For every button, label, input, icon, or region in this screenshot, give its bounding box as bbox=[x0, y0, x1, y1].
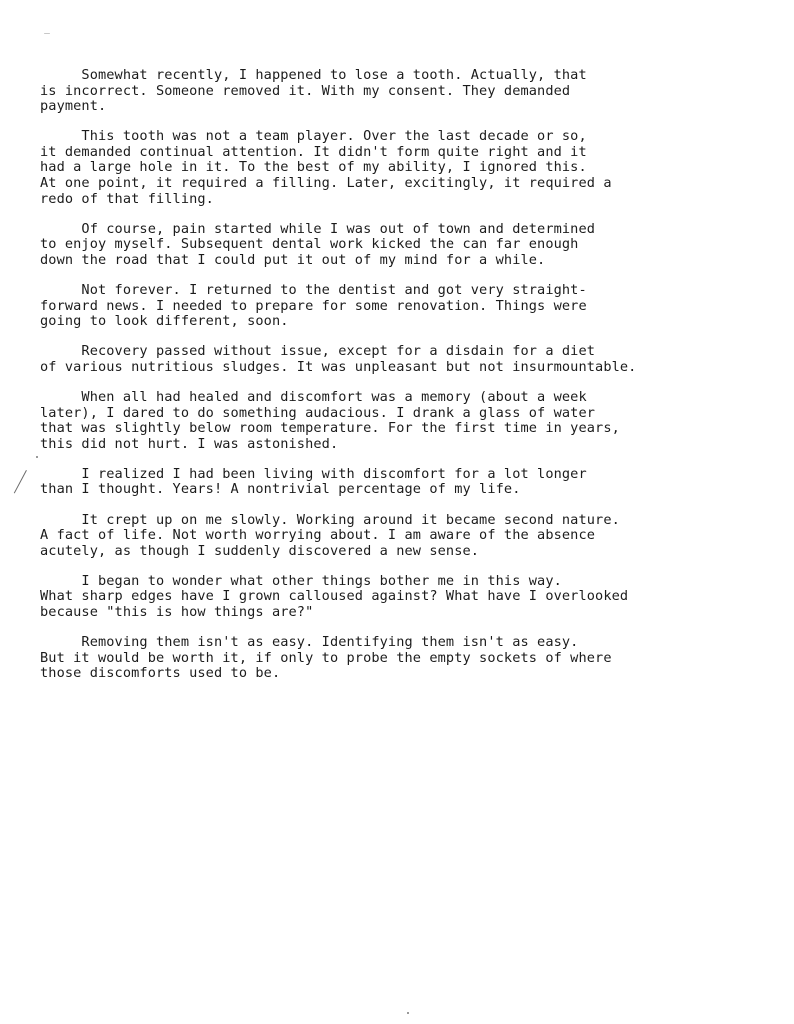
text-line: Not forever. I returned to the dentist and got very straight- bbox=[40, 282, 587, 299]
text-line: of various nutritious sludges. It was unpleasant but not insurmountable. bbox=[40, 358, 637, 375]
document-body bbox=[40, 68, 760, 696]
paragraph bbox=[40, 68, 760, 115]
text-line: redo of that filling. bbox=[40, 190, 214, 207]
text-line: than I thought. Years! A nontrivial percentage of my life. bbox=[40, 481, 521, 498]
text-line: acutely, as though I suddenly discovered a new sense. bbox=[40, 542, 480, 559]
paragraph bbox=[40, 635, 760, 682]
text-line: to enjoy myself. Subsequent dental work kicked the can far enough bbox=[40, 236, 579, 253]
scan-speck bbox=[36, 456, 38, 458]
pencil-mark bbox=[14, 470, 27, 493]
text-line: this did not hurt. I was astonished. bbox=[40, 435, 339, 452]
text-line: Recovery passed without issue, except for a disdain for a diet bbox=[40, 343, 596, 360]
text-line: It crept up on me slowly. Working around it became second nature. bbox=[40, 511, 620, 528]
text-line: later), I dared to do something audacious. I drank a glass of water bbox=[40, 404, 596, 421]
text-line: going to look different, soon. bbox=[40, 313, 289, 330]
text-line: it demanded continual attention. It didn't form quite right and it bbox=[40, 143, 587, 160]
paragraph bbox=[40, 129, 760, 207]
text-line: At one point, it required a filling. Later, excitingly, it required a bbox=[40, 175, 612, 192]
text-line: down the road that I could put it out of my mind for a while. bbox=[40, 251, 546, 268]
paragraph bbox=[40, 467, 760, 498]
paragraph bbox=[40, 283, 760, 330]
paragraph bbox=[40, 390, 760, 452]
paragraph bbox=[40, 513, 760, 560]
text-line: I realized I had been living with discomfort for a lot longer bbox=[40, 465, 587, 482]
paragraph bbox=[40, 574, 760, 621]
text-line: Removing them isn't as easy. Identifying them isn't as easy. bbox=[40, 634, 579, 651]
text-line: But it would be worth it, if only to probe the empty sockets of where bbox=[40, 649, 612, 666]
text-line: A fact of life. Not worth worrying about. I am aware of the absence bbox=[40, 527, 596, 544]
scan-speck bbox=[407, 1012, 409, 1014]
text-line: Somewhat recently, I happened to lose a tooth. Actually, that bbox=[40, 67, 587, 83]
paragraph bbox=[40, 222, 760, 269]
paragraph bbox=[40, 344, 760, 375]
text-line: is incorrect. Someone removed it. With my consent. They demanded bbox=[40, 82, 571, 99]
text-line: I began to wonder what other things bother me in this way. bbox=[40, 572, 562, 589]
text-line: because "this is how things are?" bbox=[40, 604, 314, 621]
text-line: that was slightly below room temperature. For the first time in years, bbox=[40, 420, 620, 437]
text-line: payment. bbox=[40, 98, 107, 115]
text-line: When all had healed and discomfort was a memory (about a week bbox=[40, 389, 587, 405]
text-line: Of course, pain started while I was out of town and determined bbox=[40, 220, 596, 237]
text-line: forward news. I needed to prepare for some renovation. Things were bbox=[40, 297, 587, 314]
text-line: had a large hole in it. To the best of my ability, I ignored this. bbox=[40, 159, 587, 176]
text-line: This tooth was not a team player. Over the last decade or so, bbox=[40, 128, 587, 145]
scan-mark bbox=[44, 33, 50, 34]
text-line: What sharp edges have I grown calloused against? What have I overlooked bbox=[40, 588, 629, 605]
text-line: those discomforts used to be. bbox=[40, 665, 281, 682]
